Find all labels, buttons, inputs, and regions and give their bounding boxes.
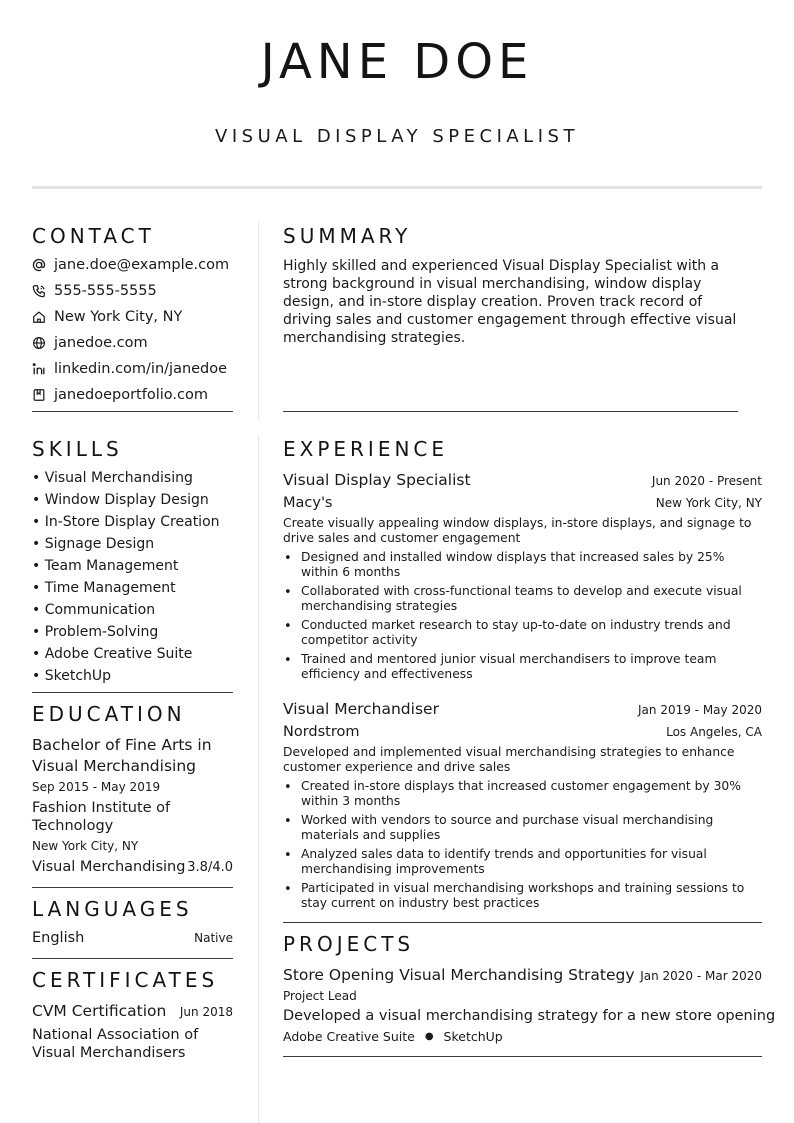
job-bullets: [283, 779, 761, 915]
phone-icon: [32, 284, 46, 298]
education-location: New York City, NY: [32, 839, 139, 853]
job-location: Los Angeles, CA: [666, 725, 762, 739]
education-field: Visual Merchandising: [32, 859, 186, 875]
languages-divider: [32, 958, 233, 959]
experience-heading: EXPERIENCE: [283, 437, 449, 461]
projects-heading: PROJECTS: [283, 932, 415, 956]
languages-heading: LANGUAGES: [32, 897, 193, 921]
contact-phone-text: 555-555-5555: [54, 283, 157, 299]
job-bullet: • Designed and installed window displays that increased sales by 25% within 6 months: [283, 550, 761, 580]
job-company-row: [283, 724, 762, 740]
skill-item: • Signage Design: [32, 536, 155, 552]
job-bullets: [283, 550, 761, 686]
education-dates: Sep 2015 - May 2019: [32, 780, 161, 794]
contact-linkedin[interactable]: [32, 359, 227, 379]
contact-portfolio[interactable]: [32, 385, 208, 405]
job-company-row: [283, 495, 762, 511]
project-tag: Adobe Creative Suite: [283, 1029, 415, 1044]
candidate-name: JANE DOE: [260, 34, 534, 90]
skill-item: • Problem-Solving: [32, 624, 159, 640]
job-title: Visual Merchandiser: [283, 700, 439, 718]
job-header: [283, 471, 762, 489]
language-name: English: [32, 930, 85, 946]
summary-divider: [283, 411, 738, 412]
job-bullet: • Analyzed sales data to identify trends and opportunities for visual merchandising improvements: [283, 847, 761, 877]
job-header: [283, 700, 762, 718]
education-heading: EDUCATION: [32, 702, 186, 726]
skill-item: • Time Management: [32, 580, 176, 596]
skill-item: • Window Display Design: [32, 492, 209, 508]
summary-heading: SUMMARY: [283, 224, 412, 248]
education-gpa-row: [32, 859, 233, 875]
education-divider: [32, 887, 233, 888]
job-company: Nordstrom: [283, 724, 360, 740]
bookmark-icon: [32, 388, 46, 402]
project-tag: SketchUp: [443, 1029, 503, 1044]
job-bullet: • Collaborated with cross-functional teams to develop and execute visual merchandising strategies: [283, 584, 761, 614]
job-dates: Jan 2019 - May 2020: [638, 703, 762, 717]
job-dates: Jun 2020 - Present: [651, 474, 762, 488]
education-gpa: 3.8/4.0: [187, 860, 233, 875]
skill-item: • Adobe Creative Suite: [32, 646, 193, 662]
globe-icon: [32, 336, 46, 350]
job-bullet: • Trained and mentored junior visual merchandisers to improve team efficiency and effectiveness: [283, 652, 761, 682]
header-divider: [32, 186, 762, 189]
certificate-issuer: National Association of Visual Merchandisers: [32, 1027, 199, 1061]
education-school: Fashion Institute of Technology: [32, 800, 171, 834]
language-row: [32, 930, 233, 946]
contact-email[interactable]: [32, 255, 229, 275]
job-description: Create visually appealing window displays, in-store displays, and signage to drive sales and customer engagement: [283, 516, 752, 545]
job-title: Visual Display Specialist: [283, 471, 471, 489]
project-title: Store Opening Visual Merchandising Strategy: [283, 966, 635, 984]
job-bullet: • Participated in visual merchandising workshops and training sessions to stay current on industry best practices: [283, 881, 761, 911]
skill-item: • Visual Merchandising: [32, 470, 193, 486]
skills-heading: SKILLS: [32, 437, 123, 461]
job-bullet: • Conducted market research to stay up-to-date on industry trends and competitor activity: [283, 618, 761, 648]
job-company: Macy's: [283, 495, 333, 511]
contact-portfolio-text: janedoeportfolio.com: [54, 387, 208, 403]
certificate-name: CVM Certification: [32, 1002, 167, 1020]
at-icon: [32, 258, 46, 272]
job-description: Developed and implemented visual merchandising strategies to enhance customer experience and drive sales: [283, 745, 735, 774]
contact-website[interactable]: [32, 333, 148, 353]
project-dates: Jan 2020 - Mar 2020: [640, 969, 762, 983]
job-bullet: • Worked with vendors to source and purchase visual merchandising materials and supplies: [283, 813, 761, 843]
contact-divider: [32, 411, 233, 412]
certificates-heading: CERTIFICATES: [32, 968, 219, 992]
contact-location: [32, 307, 182, 327]
resume-header: [0, 0, 794, 200]
skill-item: • Communication: [32, 602, 156, 618]
summary-text: Highly skilled and experienced Visual Display Specialist with a strong background in visual merchandising, window display design, and in-store display creation. Proven track record of driving sales and customer engagement through effective visual merchandising strategies.: [283, 258, 737, 346]
job-bullet: • Created in-store displays that increased customer engagement by 30% within 3 months: [283, 779, 761, 809]
projects-divider: [283, 1056, 762, 1057]
project-role: Project Lead: [283, 989, 357, 1003]
column-divider-top: [258, 222, 259, 419]
project-description: Developed a visual merchandising strategy for a new store opening: [283, 1008, 776, 1024]
skill-item: • SketchUp: [32, 668, 112, 684]
contact-heading: CONTACT: [32, 224, 155, 248]
column-divider-bottom: [258, 436, 259, 1123]
contact-email-text: jane.doe@example.com: [54, 257, 230, 273]
education-degree: Bachelor of Fine Arts in Visual Merchandising: [32, 736, 212, 775]
contact-linkedin-text: linkedin.com/in/janedoe: [54, 361, 228, 377]
skill-item: • In-Store Display Creation: [32, 514, 220, 530]
certificate-row: [32, 1002, 233, 1020]
contact-phone[interactable]: [32, 281, 157, 301]
skill-item: • Team Management: [32, 558, 179, 574]
home-icon: [32, 310, 46, 324]
job-title-headline: VISUAL DISPLAY SPECIALIST: [215, 126, 579, 147]
project-tags: [283, 1029, 503, 1044]
experience-divider: [283, 922, 762, 923]
contact-location-text: New York City, NY: [54, 309, 183, 325]
language-level: Native: [194, 931, 233, 945]
tag-separator-icon: ●: [424, 1031, 434, 1042]
job-location: New York City, NY: [655, 496, 762, 510]
linkedin-icon: [32, 362, 46, 376]
certificate-date: Jun 2018: [179, 1005, 233, 1019]
skills-divider: [32, 692, 233, 693]
contact-website-text: janedoe.com: [54, 335, 148, 351]
project-header: [283, 966, 762, 984]
